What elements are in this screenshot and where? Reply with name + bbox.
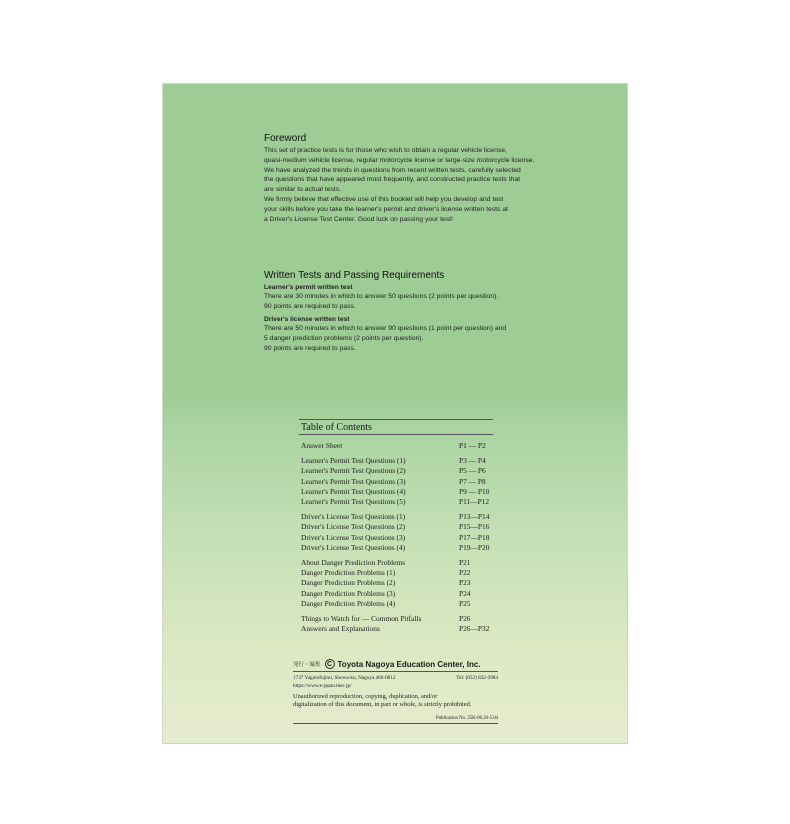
toc-entry[interactable] [299,533,493,543]
toc-entry-pages: P22 [459,568,471,578]
issued-edited-label: 発行・編集 [293,662,321,668]
toc-group [299,614,493,634]
toc-entry-pages: P17—P18 [459,532,490,542]
toc-entry-label: Danger Prediction Problems (2) [301,578,396,588]
toc-entry[interactable] [299,558,493,568]
foreword-line: your skills before you take the learner's permit and driver's license written tests at [264,205,508,213]
toc-entry-label: Driver's License Test Questions (2) [301,522,406,532]
publisher-block [293,659,498,724]
publisher-header [293,659,498,672]
toc-entry[interactable] [299,599,493,609]
written-tests-title: Written Tests and Passing Requirements [264,270,445,281]
learner-permit-line: There are 30 minutes in which to answer 50 questions (2 points per question). [264,293,499,301]
toc-group [299,558,493,609]
toc-entry-label: Things to Watch for — Common Pitfalls [301,614,422,624]
notice-line: Unauthorized reproduction, copying, duplication, and/or [293,692,438,700]
address-row [293,675,498,683]
toc-entry[interactable] [299,589,493,599]
toc-entry-pages: P7 — P8 [459,476,486,486]
toc-group [299,441,493,451]
toc-entry[interactable] [299,497,493,507]
toc-entry-label: Learner's Permit Test Questions (4) [301,486,406,496]
toc-entry-label: Learner's Permit Test Questions (1) [301,456,406,466]
toc-entry-pages: P13—P14 [459,512,490,522]
toc-entry-pages: P21 [459,558,471,568]
toc-entry[interactable] [299,522,493,532]
toc-entry-label: Learner's Permit Test Questions (2) [301,466,406,476]
foreword-line: the questions that have appeared most frequently, and constructed practice tests that [264,176,521,184]
table-of-contents [299,419,493,639]
toc-entry-pages: P26—P32 [459,624,490,634]
toc-entry[interactable] [299,441,493,451]
copyright-icon: C [325,659,335,669]
booklet-page [162,83,628,744]
toc-entry-label: Danger Prediction Problems (4) [301,598,396,608]
toc-group [299,512,493,553]
toc-entry[interactable] [299,466,493,476]
toc-entry[interactable] [299,624,493,634]
publisher-name: Toyota Nagoya Education Center, Inc. [337,659,481,669]
toc-entry-pages: P26 [459,614,471,624]
learner-permit-heading: Learner's permit written test [264,284,353,291]
toc-entry-pages: P15—P16 [459,522,490,532]
toc-entry-pages: P1 — P2 [459,441,486,450]
toc-entry[interactable] [299,487,493,497]
notice-line: digitalization of this document, in part or whole, is strictly prohibited. [293,701,472,709]
toc-entry[interactable] [299,578,493,588]
toc-entry-label: Driver's License Test Questions (4) [301,542,406,552]
toc-entry-label: Driver's License Test Questions (3) [301,532,406,542]
toc-entry-pages: P9 — P10 [459,486,490,496]
drivers-license-line: There are 50 minutes in which to answer 90 questions (1 point per question) and [264,325,507,333]
toc-entry-pages: P25 [459,598,471,608]
toc-entry-pages: P24 [459,588,471,598]
foreword-line: This set of practice tests is for those who wish to obtain a regular vehicle license, [264,147,507,154]
toc-entry-pages: P3 — P4 [459,456,486,466]
learner-permit-line: 90 points are required to pass. [264,303,356,311]
toc-entry-label: Answer Sheet [301,441,343,450]
toc-entry-label: About Danger Prediction Problems [301,558,406,568]
foreword-line: are similar to actual tests. [264,186,342,194]
toc-groups [299,441,493,634]
toc-entry[interactable] [299,614,493,624]
toc-entry-label: Learner's Permit Test Questions (5) [301,497,406,507]
foreword-line: a Driver's License Test Center. Good luck on passing your test! [264,215,453,223]
toc-entry[interactable] [299,456,493,466]
toc-entry-label: Danger Prediction Problems (3) [301,588,396,598]
toc-entry[interactable] [299,568,493,578]
drivers-license-line: 90 points are required to pass. [264,345,356,352]
learner-permit-block [264,283,554,312]
drivers-license-heading: Driver's license written test [264,316,350,323]
toc-entry[interactable] [299,543,493,553]
toc-entry[interactable] [299,512,493,522]
toc-entry-label: Danger Prediction Problems (1) [301,568,396,578]
toc-entry-label: Answers and Explanations [301,624,380,634]
publication-number: Publication No. 25K-06.20-5.04 [293,716,498,724]
publisher-tel: Tel: (052) 832-3904 [456,675,498,681]
foreword-body [264,146,554,224]
drivers-license-line: 5 danger prediction problems (2 points per question). [264,335,424,343]
foreword-section [264,133,554,224]
foreword-title: Foreword [264,133,307,144]
toc-entry-label: Driver's License Test Questions (1) [301,512,406,522]
toc-entry-pages: P19—P20 [459,542,490,552]
reproduction-notice [293,693,498,711]
foreword-line: We have analyzed the trends in questions from recent written tests, carefully selected [264,166,521,174]
toc-title: Table of Contents [299,419,493,435]
publisher-address: 1737 Yagotofujimi, Showa-ku, Nagoya 466-0812 [293,675,396,681]
toc-entry-pages: P11—P12 [459,497,490,507]
toc-entry[interactable] [299,477,493,487]
toc-entry-pages: P23 [459,578,471,588]
drivers-license-block [264,315,554,354]
written-tests-section [264,270,554,357]
toc-group [299,456,493,507]
foreword-line: quasi-medium vehicle license, regular motorcycle license or large-size motorcycle license. [264,156,535,164]
toc-entry-pages: P5 — P6 [459,466,486,476]
toc-entry-label: Learner's Permit Test Questions (3) [301,476,406,486]
publisher-url[interactable]: https://www.e-japan.tnec.jp/ [293,682,352,689]
foreword-line: We firmly believe that effective use of this booklet will help you develop and test [264,195,504,203]
